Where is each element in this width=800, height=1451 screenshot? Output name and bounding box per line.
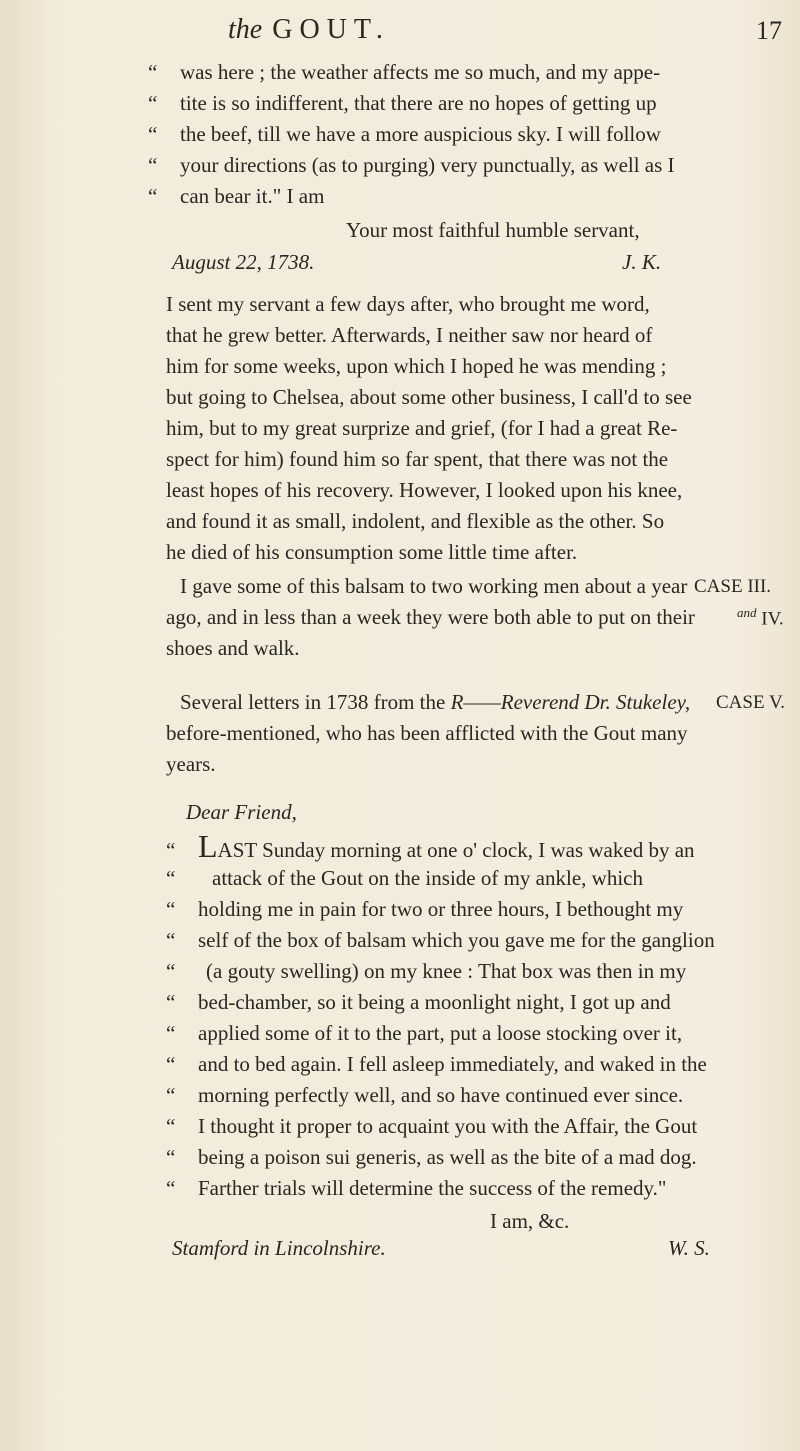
letter1-date: August 22, 1738.	[172, 250, 315, 274]
narrative-line: but going to Chelsea, about some other business, I call'd to see	[166, 385, 692, 409]
letter1-line: “ tite is so indifferent, that there are no hopes of getting up	[148, 91, 657, 115]
case5-line: Several letters in 1738 from the R——Reverend Dr. Stukeley,	[180, 690, 691, 714]
drop-cap: L	[198, 828, 218, 864]
letter1-line: “ the beef, till we have a more auspicious sky. I will follow	[148, 122, 661, 146]
case-4-margin-note: $^{and}$ IV.	[737, 605, 784, 630]
case34-line: ago, and in less than a week they were both able to put on their	[166, 605, 695, 629]
case5-line: years.	[166, 752, 216, 776]
case-3-margin-note: CASE III.	[694, 576, 772, 597]
salutation: Dear Friend,	[186, 800, 297, 824]
letter2-line: “ LAST Sunday morning at one o' clock, I was waked by an	[166, 828, 695, 864]
letter2-line: “ bed-chamber, so it being a moonlight night, I got up and	[166, 990, 671, 1014]
letter1-line: “ your directions (as to purging) very punctually, as well as I	[148, 153, 675, 177]
letter2-line: “ being a poison sui generis, as well as the bite of a mad dog.	[166, 1145, 697, 1169]
letter1-signature: J. K.	[622, 250, 662, 274]
narrative-line: he died of his consumption some little time after.	[166, 540, 578, 564]
narrative-line: him for some weeks, upon which I hoped he was mending ;	[166, 354, 667, 378]
letter2-line: “ self of the box of balsam which you gave me for the ganglion	[166, 928, 715, 952]
narrative-line: spect for him) found him so far spent, that there was not the	[166, 447, 669, 471]
running-head-title: GOUT.	[272, 14, 390, 45]
letter2-closing: I am, &c.	[490, 1209, 570, 1233]
letter2-place: Stamford in Lincolnshire.	[172, 1236, 386, 1260]
letter2-line: “ morning perfectly well, and so have continued ever since.	[166, 1083, 684, 1107]
running-head	[228, 14, 390, 46]
letter2-line: “ applied some of it to the part, put a loose stocking over it,	[166, 1021, 683, 1045]
letter2-signature: W. S.	[668, 1236, 710, 1260]
narrative-line: and found it as small, indolent, and flexible as the other. So	[166, 509, 665, 533]
case34-line: I gave some of this balsam to two working men about a year	[180, 574, 688, 598]
narrative-line: I sent my servant a few days after, who brought me word,	[166, 292, 650, 316]
page-number: 17	[756, 16, 782, 45]
letter2-line: “ and to bed again. I fell asleep immediately, and waked in the	[166, 1052, 707, 1076]
letter2-line: “ (a gouty swelling) on my knee : That box was then in my	[166, 959, 687, 983]
letter2-line: “ attack of the Gout on the inside of my ankle, which	[166, 866, 643, 890]
running-head-prefix: the	[228, 14, 263, 45]
case5-line: before-mentioned, who has been afflicted with the Gout many	[166, 721, 688, 745]
narrative-line: least hopes of his recovery. However, I looked upon his knee,	[166, 478, 683, 502]
narrative-line: that he grew better. Afterwards, I neither saw nor heard of	[166, 323, 653, 347]
letter1-closing: Your most faithful humble servant,	[346, 218, 640, 242]
letter1-line: “ was here ; the weather affects me so much, and my appe-	[148, 60, 661, 84]
letter2-line: “ I thought it proper to acquaint you with the Affair, the Gout	[166, 1114, 698, 1138]
letter1-line: “ can bear it." I am	[148, 184, 325, 208]
letter2-line: “ Farther trials will determine the success of the remedy."	[166, 1176, 667, 1200]
letter2-line: “ holding me in pain for two or three hours, I bethought my	[166, 897, 684, 921]
case-5-margin-note: CASE V.	[716, 692, 785, 713]
narrative-line: him, but to my great surprize and grief, (for I had a great Re-	[166, 416, 678, 440]
case34-line: shoes and walk.	[166, 636, 300, 660]
